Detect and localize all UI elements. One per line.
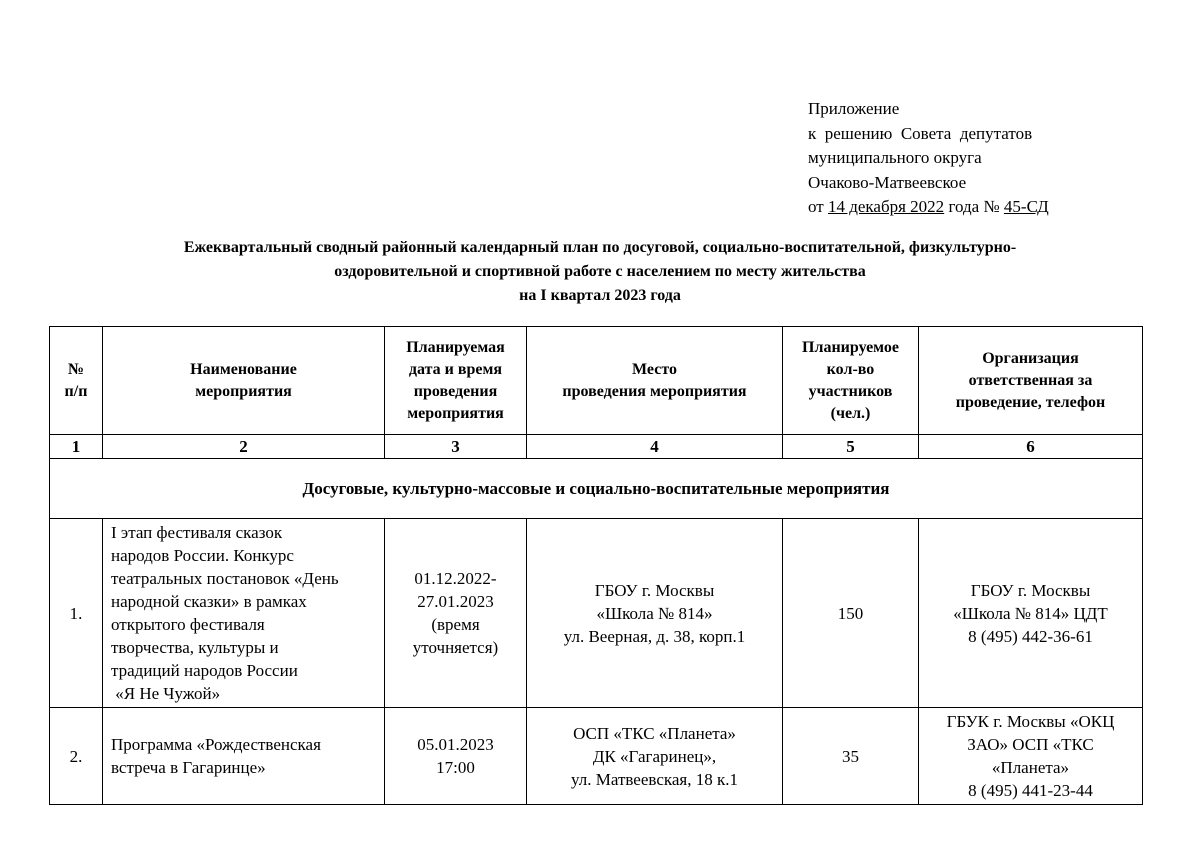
- cell-line: (чел.): [830, 404, 871, 422]
- cell-line: ОСП «ТКС «Планета»: [573, 723, 736, 743]
- table-row: [50, 708, 1143, 805]
- header-row: [50, 327, 1143, 435]
- column-number-row: [50, 435, 1143, 459]
- cell-line: ответственная за: [968, 371, 1093, 389]
- table-row: [50, 519, 1143, 708]
- header-date: [385, 327, 527, 435]
- event-participants: 35: [783, 708, 919, 805]
- cell-line: «Я Не Чужой»: [111, 684, 221, 703]
- appendix-line: муниципального округа: [808, 148, 982, 167]
- header-participants: [783, 327, 919, 435]
- appendix-decision-line: [808, 195, 1168, 220]
- cell-line: «Школа № 814»: [596, 603, 713, 623]
- appendix-line: к решению Совета депутатов: [808, 123, 1033, 143]
- header-name: [103, 327, 385, 435]
- column-number: 3: [385, 435, 527, 459]
- column-number: 4: [527, 435, 783, 459]
- event-name: [103, 519, 385, 708]
- cell-line: дата и время: [408, 360, 503, 378]
- cell-line: ГБОУ г. Москвы: [970, 580, 1091, 600]
- event-place: [527, 708, 783, 805]
- cell-line: театральных постановок «День: [111, 569, 339, 588]
- event-name: [103, 708, 385, 805]
- column-number: 1: [50, 435, 103, 459]
- cell-line: п/п: [64, 382, 88, 400]
- plan-table: [49, 326, 1143, 805]
- cell-line: народной сказки» в рамках: [111, 592, 307, 611]
- column-number: 2: [103, 435, 385, 459]
- cell-line: Планируемое: [802, 338, 899, 356]
- cell-line: народов России. Конкурс: [111, 546, 294, 565]
- cell-line: встреча в Гагаринце»: [111, 758, 266, 777]
- title-line: на I квартал 2023 года: [519, 287, 681, 304]
- cell-line: №: [67, 360, 85, 378]
- title-line: оздоровительной и спортивной работе с населением по месту жительства: [334, 263, 866, 280]
- cell-line: мероприятия: [195, 382, 292, 400]
- cell-line: ГБУК г. Москвы «ОКЦ: [946, 712, 1115, 731]
- appendix-mid: года №: [944, 197, 1004, 216]
- cell-line: открытого фестиваля: [111, 615, 265, 634]
- cell-line: ГБОУ г. Москвы: [594, 580, 715, 600]
- title-line: Ежеквартальный сводный районный календарный план по досуговой, социально-воспитательной, физкультурно-: [183, 239, 1017, 256]
- header-organization: [919, 327, 1143, 435]
- cell-line: проведения мероприятия: [562, 382, 747, 400]
- appendix-line: Приложение: [808, 99, 900, 118]
- appendix-block: [808, 97, 1168, 220]
- cell-line: 01.12.2022-: [414, 569, 497, 588]
- section-row: [50, 459, 1143, 519]
- cell-line: (время: [431, 615, 480, 634]
- row-number: 1.: [50, 519, 103, 708]
- appendix-line: Очаково-Матвеевское: [808, 172, 967, 192]
- cell-line: 8 (495) 442-36-61: [968, 626, 1093, 646]
- column-number: 6: [919, 435, 1143, 459]
- decision-number: 45-СД: [1003, 197, 1049, 216]
- cell-line: кол-во: [826, 360, 875, 378]
- event-place: [527, 519, 783, 708]
- cell-line: участников: [808, 382, 893, 400]
- cell-line: традиций народов России: [111, 661, 298, 680]
- cell-line: «Школа № 814» ЦДТ: [953, 603, 1108, 623]
- header-place: [527, 327, 783, 435]
- cell-line: Планируемая: [406, 338, 505, 356]
- cell-line: ЗАО» ОСП «ТКС: [967, 735, 1094, 754]
- cell-line: ДК «Гагаринец»,: [592, 746, 717, 766]
- cell-line: мероприятия: [407, 404, 504, 422]
- header-num: [50, 327, 103, 435]
- event-date: [385, 708, 527, 805]
- cell-line: 05.01.2023: [417, 735, 494, 754]
- cell-line: 8 (495) 441-23-44: [968, 781, 1093, 800]
- section-title: Досуговые, культурно-массовые и социально-воспитательные мероприятия: [50, 459, 1143, 519]
- cell-line: уточняется): [412, 638, 499, 657]
- row-number: 2.: [50, 708, 103, 805]
- cell-line: 27.01.2023: [417, 592, 494, 611]
- event-organization: [919, 519, 1143, 708]
- cell-line: Организация: [982, 349, 1079, 367]
- event-organization: [919, 708, 1143, 805]
- appendix-prefix: от: [808, 197, 828, 216]
- column-number: 5: [783, 435, 919, 459]
- decision-date: 14 декабря 2022: [827, 197, 945, 216]
- cell-line: проведения: [413, 382, 498, 400]
- cell-line: ул. Матвеевская, 18 к.1: [570, 769, 738, 789]
- cell-line: I этап фестиваля сказок: [111, 523, 283, 542]
- cell-line: Наименование: [190, 360, 297, 378]
- document-title: [60, 236, 1140, 308]
- cell-line: 17:00: [436, 758, 475, 777]
- cell-line: Программа «Рождественская: [111, 735, 321, 754]
- cell-line: проведение, телефон: [955, 393, 1106, 411]
- cell-line: «Планета»: [991, 758, 1070, 777]
- event-date: [385, 519, 527, 708]
- cell-line: творчества, культуры и: [111, 638, 279, 657]
- event-participants: 150: [783, 519, 919, 708]
- cell-line: Место: [632, 360, 677, 378]
- cell-line: ул. Веерная, д. 38, корп.1: [563, 626, 746, 646]
